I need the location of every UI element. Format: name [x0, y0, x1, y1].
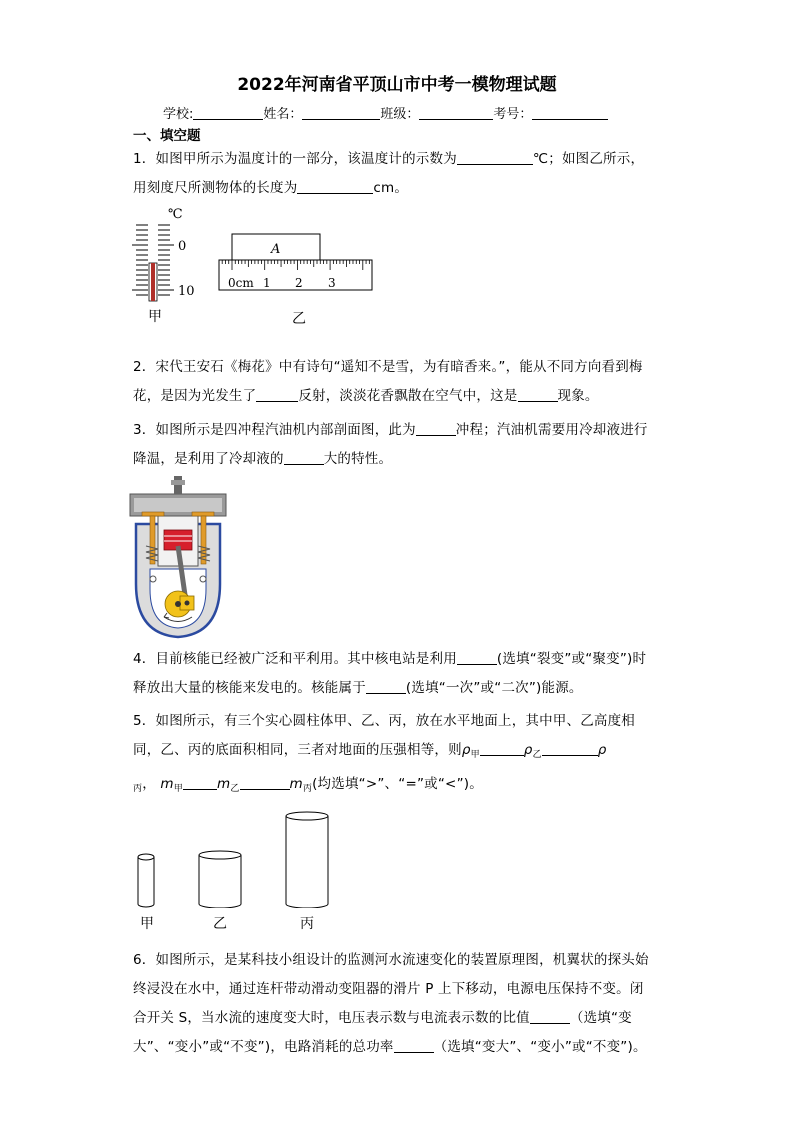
rho-symbol: ρ — [597, 742, 607, 758]
q3-text-4: 大的特性。 — [323, 451, 393, 467]
thermo-10: 10 — [178, 284, 195, 299]
sub-yi: 乙 — [532, 750, 542, 760]
exam-no-blank[interactable] — [532, 107, 608, 120]
cylinder-yi — [199, 855, 241, 908]
q1-figure — [128, 203, 388, 328]
thermo-unit: ℃ — [168, 207, 183, 222]
rho-symbol: ρ — [523, 742, 533, 758]
q6-text-4: （选填“变 — [569, 1010, 632, 1026]
sub-jia: 甲 — [470, 750, 480, 760]
name-label: 姓名： — [263, 107, 303, 122]
school-label: 学校: — [163, 107, 194, 122]
thermometer — [132, 207, 195, 301]
school-blank[interactable] — [193, 107, 263, 120]
q2-blank-1[interactable] — [256, 387, 298, 402]
fig-yi-label: 乙 — [213, 916, 227, 932]
cylinder-jia — [138, 857, 154, 907]
q5-text-2: 同，乙、丙的底面积相同，三者对地面的压强相等，则 — [133, 742, 462, 758]
q4-text-2: (选填“裂变”或“聚变”)时 — [496, 651, 647, 667]
fig-bing-label: 丙 — [300, 916, 314, 932]
student-info-line — [163, 103, 608, 122]
m-symbol: m — [289, 776, 303, 792]
q1-text-4: cm。 — [373, 180, 409, 196]
q3-text: 3．如图所示是四冲程汽油机内部剖面图，此为 — [133, 422, 416, 438]
sub-bing: 丙 — [133, 784, 143, 794]
q5-blank-3[interactable] — [183, 775, 217, 790]
class-blank[interactable] — [419, 107, 493, 120]
m-symbol: m — [216, 776, 231, 792]
ruler-2: 2 — [295, 276, 303, 290]
q2-text: 2．宋代王安石《梅花》中有诗句“遥知不是雪，为有暗香来。”，能从不同方向看到梅 — [133, 359, 643, 375]
fig-yi-label: 乙 — [292, 311, 306, 327]
q6-text-2: 终浸没在水中，通过连杆带动滑动变阻器的滑片 P 上下移动，电源电压保持不变。闭 — [133, 981, 644, 997]
q5-blank-1[interactable] — [480, 741, 524, 756]
question-2 — [133, 353, 663, 411]
question-3 — [133, 416, 663, 474]
sub-jia: 甲 — [173, 784, 183, 794]
exam-no-label: 考号： — [493, 107, 533, 122]
fig-jia-label: 甲 — [140, 916, 154, 932]
ruler-0: 0cm — [228, 276, 254, 290]
q3-text-3: 降温，是利用了冷却液的 — [133, 451, 284, 467]
thermo-0: 0 — [178, 239, 187, 254]
q3-blank-1[interactable] — [416, 421, 456, 436]
q1-blank-1[interactable] — [457, 150, 533, 165]
page-title: 2022年河南省平顶山市中考一模物理试题 — [237, 75, 557, 95]
q4-text-3: 释放出大量的核能来发电的。核能属于 — [133, 680, 366, 696]
q6-blank-1[interactable] — [530, 1009, 570, 1024]
q2-text-4: 现象。 — [557, 388, 599, 404]
q1-text-2: ℃；如图乙所示， — [532, 151, 645, 167]
q6-text-5: 大”、“变小”或“不变”)，电路消耗的总功率 — [133, 1039, 394, 1055]
cylinder-bing — [286, 816, 328, 908]
question-5: 5．如图所示，有三个实心圆柱体甲、乙、丙，放在水平地面上，其中甲、乙高度相 同，乙、丙的底面积相同，三者对地面的压强相等，则$\rho_甲$ $\rho_乙$ ρ $_丙$， $m_甲$ $m_乙$ $m_丙$(均选填“>”、“=”或“<”)。 — [133, 707, 663, 804]
q1-blank-2[interactable] — [297, 179, 373, 194]
q4-blank-2[interactable] — [366, 679, 406, 694]
engine-diagram — [128, 474, 228, 644]
q3-text-2: 冲程；汽油机需要用冷却液进行 — [455, 422, 648, 438]
fig-jia-label: 甲 — [148, 309, 162, 325]
q1-text-3: 用刻度尺所测物体的长度为 — [133, 180, 298, 196]
m-symbol: m — [160, 776, 174, 792]
question-6 — [133, 946, 663, 1062]
section-heading: 一、填空题 — [133, 128, 201, 144]
q5-text: 5．如图所示，有三个实心圆柱体甲、乙、丙，放在水平地面上，其中甲、乙高度相 — [133, 713, 635, 729]
sub-yi: 乙 — [230, 784, 240, 794]
cylinders-figure — [128, 808, 338, 908]
q3-blank-2[interactable] — [284, 450, 324, 465]
q6-blank-2[interactable] — [394, 1038, 434, 1053]
q5-blank-2[interactable] — [542, 741, 598, 756]
q2-text-2: 花，是因为光发生了 — [133, 388, 257, 404]
q1-text: 1．如图甲所示为温度计的一部分，该温度计的示数为 — [133, 151, 457, 167]
rho-symbol: ρ — [461, 742, 471, 758]
q4-text: 4．目前核能已经被广泛和平利用。其中核电站是利用 — [133, 651, 457, 667]
q4-blank-1[interactable] — [457, 650, 497, 665]
ruler-3: 3 — [328, 276, 336, 290]
question-4 — [133, 645, 663, 703]
class-label: 班级： — [380, 107, 420, 122]
q2-text-3: 反射，淡淡花香飘散在空气中，这是 — [298, 388, 518, 404]
sub-bing: 丙 — [302, 784, 313, 794]
q5-blank-4[interactable] — [240, 775, 290, 790]
q6-text-3: 合开关 S，当水流的速度变大时，电压表示数与电流表示数的比值 — [133, 1010, 530, 1026]
q6-text: 6．如图所示，是某科技小组设计的监测河水流速变化的装置原理图，机翼状的探头始 — [133, 952, 649, 968]
name-blank[interactable] — [302, 107, 380, 120]
q5-text-3: (均选填“>”、“=”或“<”)。 — [312, 776, 483, 792]
q2-blank-2[interactable] — [518, 387, 558, 402]
ruler-1: 1 — [263, 276, 271, 290]
ruler — [219, 234, 372, 290]
object-a-label: A — [271, 242, 281, 257]
question-1 — [133, 145, 663, 203]
q4-text-4: (选填“一次”或“二次”)能源。 — [405, 680, 583, 696]
q6-text-6: （选填“变大”、“变小”或“不变”)。 — [433, 1039, 647, 1055]
